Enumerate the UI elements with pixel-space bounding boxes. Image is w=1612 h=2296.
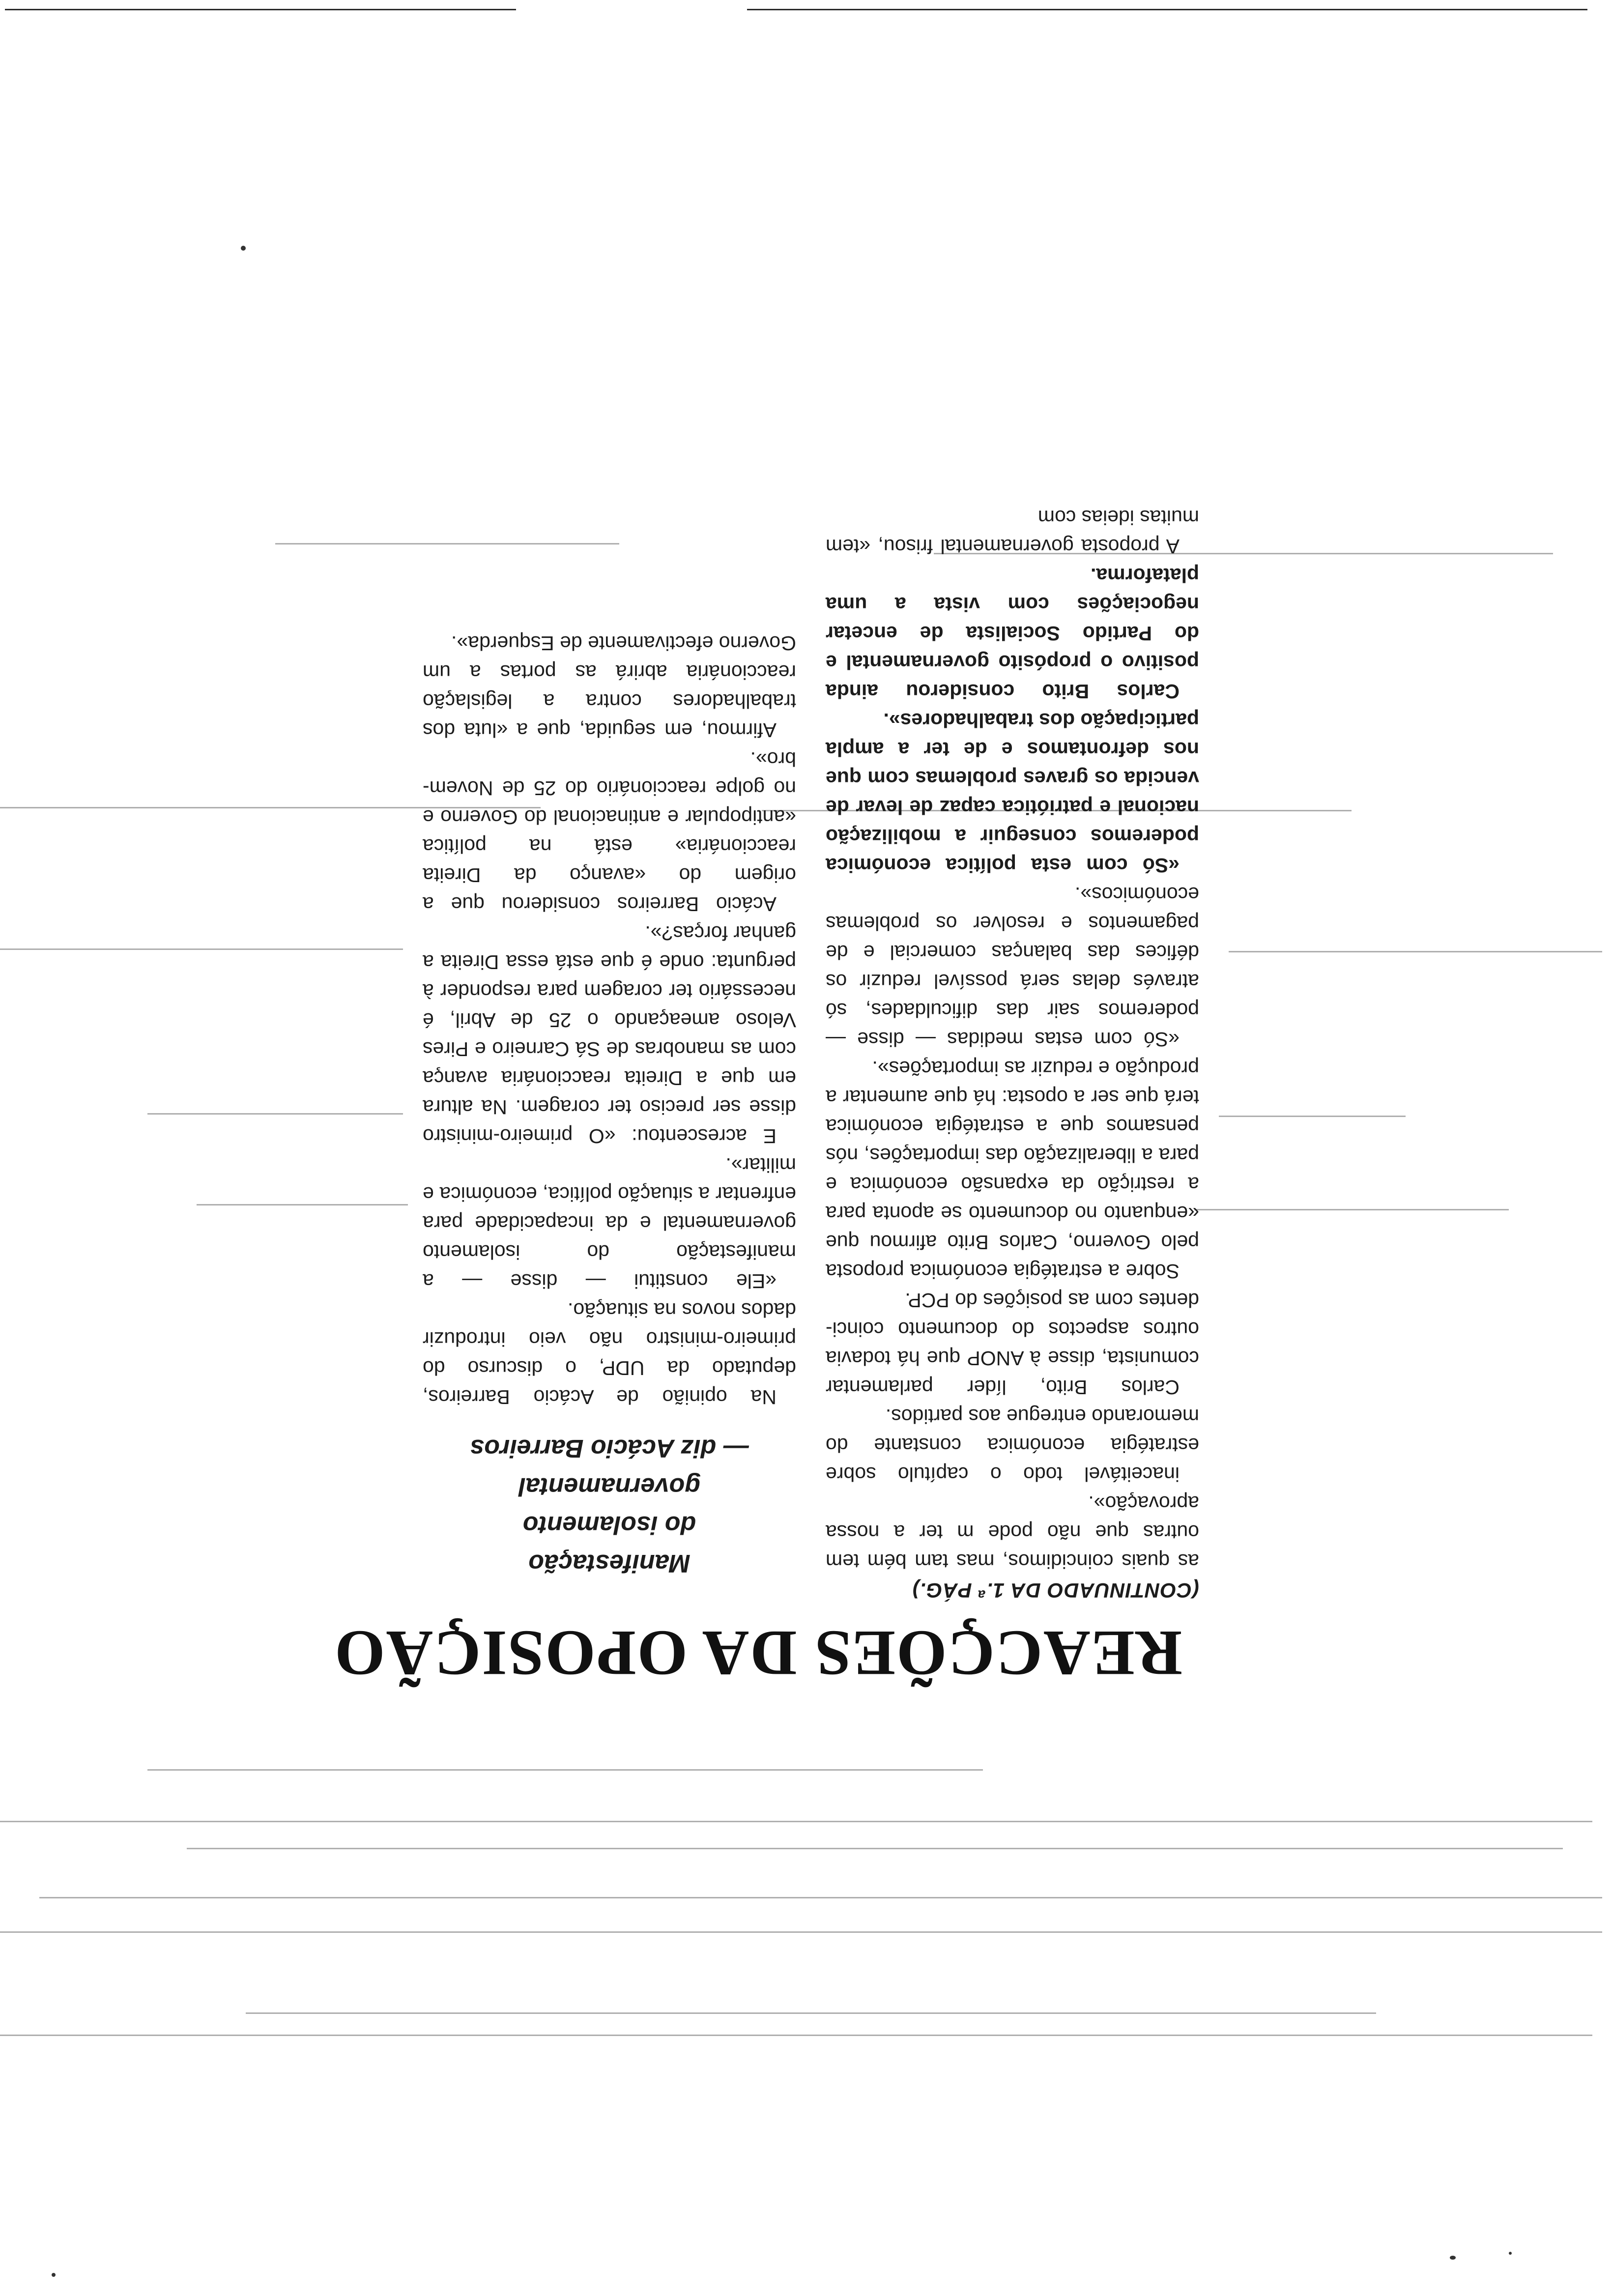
paragraph: Sobre a estratégia económica proposta pelo Governo, Carlos Brito afirmou que «enquanto no documento se aponta para a restrição da expansão económica e para a liberalização das importações, nós pensamos que a estratégia económica terá que ser a oposta: há que aumentar a produção e reduzir as importações».	[826, 1057, 1199, 1283]
paragraph: Acácio Barreiros considerou que a origem do «avanço da Direita reaccionária» está na política «antipopular e antinacional do Governo e no golpe reaccionário do 25 de Novembro».	[423, 748, 796, 916]
top-rule-left	[5, 9, 516, 10]
paragraph: Afirmou, em seguida, que a «luta dos trabalhadores contra a legislação reaccionária abrirá as portas a um Governo efectivamente de Esquerda».	[423, 632, 796, 742]
paragraph: Na opinião de Acácio Barreiros, deputado da UDP, o discurso do primeiro-ministro não veio introduzir dados novos na situação.	[423, 1299, 796, 1408]
scan-dot	[241, 246, 246, 251]
paragraph: as quais coincidimos, mas tam bém tem outras que não pode m ter a nossa aprovação».	[826, 1492, 1199, 1573]
paragraph: inaceitável todo o capítulo sobre estratégia económica constante do memorando entregue aos partidos.	[826, 1405, 1199, 1486]
scan-dot	[1509, 2252, 1512, 2255]
headline	[334, 1612, 1199, 1695]
paragraph: «Ele constitui — disse — a manifestação do isolamento governamental e da incapacidade para enfrentar a situação política, económica e militar».	[423, 1154, 796, 1292]
paragraph: Carlos Brito, líder parlamentar comunista, disse à ANOP que há todavia outros aspectos do documento coincidentes com as posições do PCP.	[826, 1289, 1199, 1399]
column-right	[423, 629, 796, 1602]
newspaper-clipping	[334, 506, 1199, 1695]
subhead-line: governamental	[518, 1472, 700, 1501]
subhead-line: Manifestação	[528, 1549, 691, 1578]
paragraph: Carlos Brito considerou ainda positivo o propósito governamental e do Partido Socialista de encetar negociações com vista a uma plataforma.	[826, 564, 1199, 703]
byline: — diz Acácio Barreiros	[470, 1434, 749, 1463]
paragraph: «Só com estas medidas — disse — poderemos sair das dificuldades, só através delas será possível reduzir os défices das balanças comercial e de pagamentos e resolver os problemas económicos».	[826, 883, 1199, 1051]
paragraph: E acrescentou: «O primeiro-ministro disse ser preciso ter coragem. Na altura em que a Direita reaccionária avança com as manobras de Sá Carneiro e Pires Veloso ameaçando o 25 de Abril, é necessário ter coragem para responder à pergunta: onde é que está essa Direita a ganhar forças?».	[423, 922, 796, 1148]
headline-text: REACÇÕES DA OPOSIÇÃO	[334, 1617, 1182, 1690]
column-left	[826, 503, 1199, 1602]
paragraph: A proposta governamental frisou, «tem muitas ideias com	[826, 506, 1199, 558]
paragraph: «Só com esta política económica poderemos conseguir a mobilização nacional e patriótica capaz de levar de vencida os graves problemas com que nos defrontamos e de ter a ampla participação dos trabalhadores».	[826, 709, 1199, 877]
subhead	[423, 1429, 796, 1582]
top-rule-right	[747, 9, 1587, 10]
scan-dot	[52, 2273, 56, 2277]
scan-dot	[1450, 2256, 1456, 2260]
continuation-note: (CONTINUADO DA 1.ª PÁG.)	[912, 1579, 1199, 1602]
subhead-line: do isolamento	[522, 1511, 696, 1539]
